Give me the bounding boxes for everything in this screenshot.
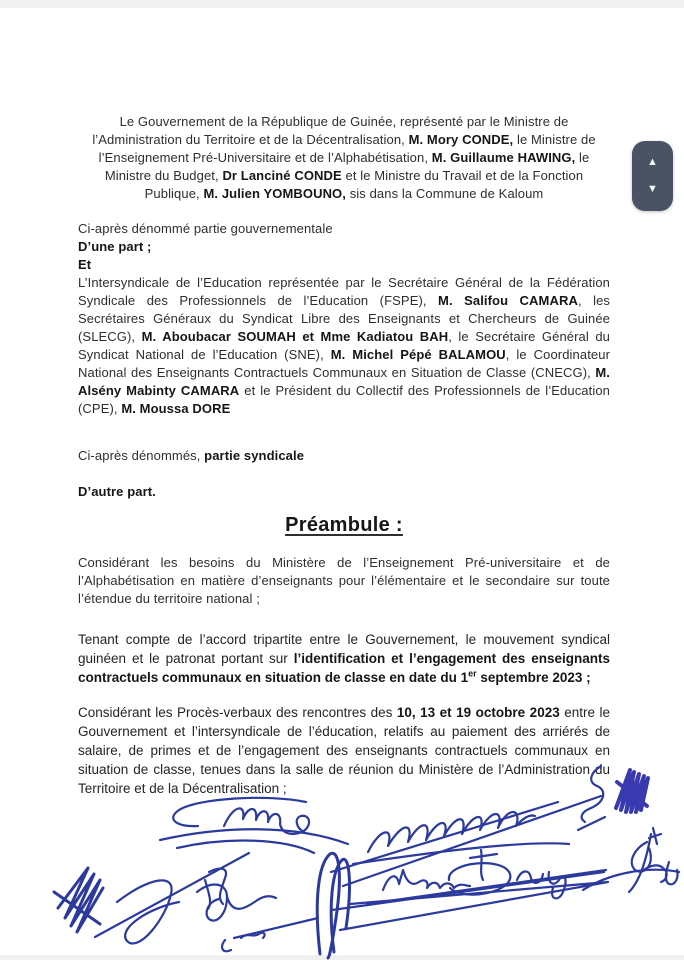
signature-stroke bbox=[117, 880, 179, 943]
signature-stroke bbox=[353, 843, 569, 864]
signature-stroke bbox=[234, 918, 318, 938]
signature-stroke bbox=[616, 770, 648, 812]
paragraph-10: Considérant les Procès-verbaux des rencontres des 10, 13 et 19 octobre 2023 entre le Gouvernement et l’intersyndicale de l’éducation, relatifs au paiement des arriérés de salaire, de primes et de l’engagement des enseignants contractuels communaux en situation de classe, tenues dans la salle de réunion du Ministère de l’Administration du Territoire et de la Décentralisation ; bbox=[78, 705, 610, 796]
signature-stroke bbox=[177, 841, 314, 853]
document-body bbox=[78, 113, 610, 798]
signature-stroke bbox=[95, 853, 249, 937]
top-edge-strip bbox=[0, 0, 684, 8]
signature-stroke bbox=[517, 871, 566, 898]
paragraph-3: Et bbox=[78, 257, 92, 272]
chevron-down-icon: ▼ bbox=[647, 183, 658, 195]
chevron-up-icon: ▲ bbox=[647, 156, 658, 168]
paragraph-7: Préambule : bbox=[285, 514, 403, 536]
signature-stroke bbox=[205, 869, 226, 910]
signature-stroke bbox=[343, 796, 601, 886]
signature-stroke bbox=[649, 828, 661, 844]
signature-stroke bbox=[332, 872, 604, 910]
signature-stroke bbox=[224, 808, 309, 834]
scroll-widget[interactable] bbox=[632, 141, 673, 211]
paragraph-4: L’Intersyndicale de l’Education représentée par le Secrétaire Général de la Fédération Syndicale des Professionnels de l’Education (FSPE), M. Salifou CAMARA, les Secrétaires Généraux du Syndicat Libre des Enseignants et Chercheurs de Guinée (SLECG), M. Aboubacar SOUMAH et Mme Kadiatou BAH, le Secrétaire Général du Syndicat National de l’Education (SNE), M. Michel Pépé BALAMOU, le Coordinateur National des Enseignants Contractuels Communaux en Situation de Classe (CNECG), M. Alsény Mabinty CAMARA et le Président du Collectif des Professionnels de l’Education (CPE), M. Moussa DORE bbox=[78, 275, 611, 416]
bottom-edge-strip bbox=[0, 955, 684, 960]
signature-stroke bbox=[173, 798, 306, 826]
paragraph-9: Tenant compte de l’accord tripartite entre le Gouvernement, le mouvement syndical guinéen et le patronat portant sur l’identification et l’engagement des enseignants contractuels communaux en situation de classe en date du 1er septembre 2023 ; bbox=[78, 632, 610, 685]
signature-stroke bbox=[331, 802, 558, 872]
paragraph-6: D’autre part. bbox=[78, 484, 156, 499]
signature-stroke bbox=[54, 868, 103, 932]
signature-stroke bbox=[368, 812, 535, 852]
paragraph-2: D’une part ; bbox=[78, 239, 152, 254]
signature-stroke bbox=[340, 882, 608, 930]
signature-stroke bbox=[470, 850, 497, 880]
signature-stroke bbox=[449, 863, 510, 894]
scroll-down-button[interactable] bbox=[632, 184, 673, 195]
paragraph-5: Ci-après dénommés, partie syndicale bbox=[78, 448, 305, 463]
paragraph-8: Considérant les besoins du Ministère de l’Enseignement Pré-universitaire et de l’Alphabétisation en matière d’enseignants pour l’élémentaire et le secondaire sur toute l’étendue du territoire national ; bbox=[78, 555, 610, 606]
paragraph-1: Ci-après dénommé partie gouvernementale bbox=[78, 221, 333, 236]
signature-stroke bbox=[629, 834, 651, 892]
signature-stroke bbox=[197, 885, 227, 921]
signature-stroke bbox=[227, 896, 276, 908]
scroll-up-button[interactable] bbox=[632, 157, 673, 168]
paragraph-0: Le Gouvernement de la République de Guinée, représenté par le Ministre de l’Administration du Territoire et de la Décentralisation, M. Mory CONDE, le Ministre de l’Enseignement Pré-Universitaire et de l’Alphabétisation, M. Guillaume HAWING, le Ministre du Budget, Dr Lanciné CONDE et le Ministre du Travail et de la Fonction Publique, M. Julien YOMBOUNO, sis dans la Commune de Kaloum bbox=[92, 114, 596, 201]
signature-stroke bbox=[383, 870, 470, 890]
signature-stroke bbox=[317, 853, 349, 958]
signature-stroke bbox=[367, 870, 606, 904]
signature-stroke bbox=[641, 862, 678, 884]
signature-stroke bbox=[160, 829, 348, 844]
signature-stroke bbox=[222, 933, 265, 951]
signature-stroke bbox=[583, 870, 679, 890]
